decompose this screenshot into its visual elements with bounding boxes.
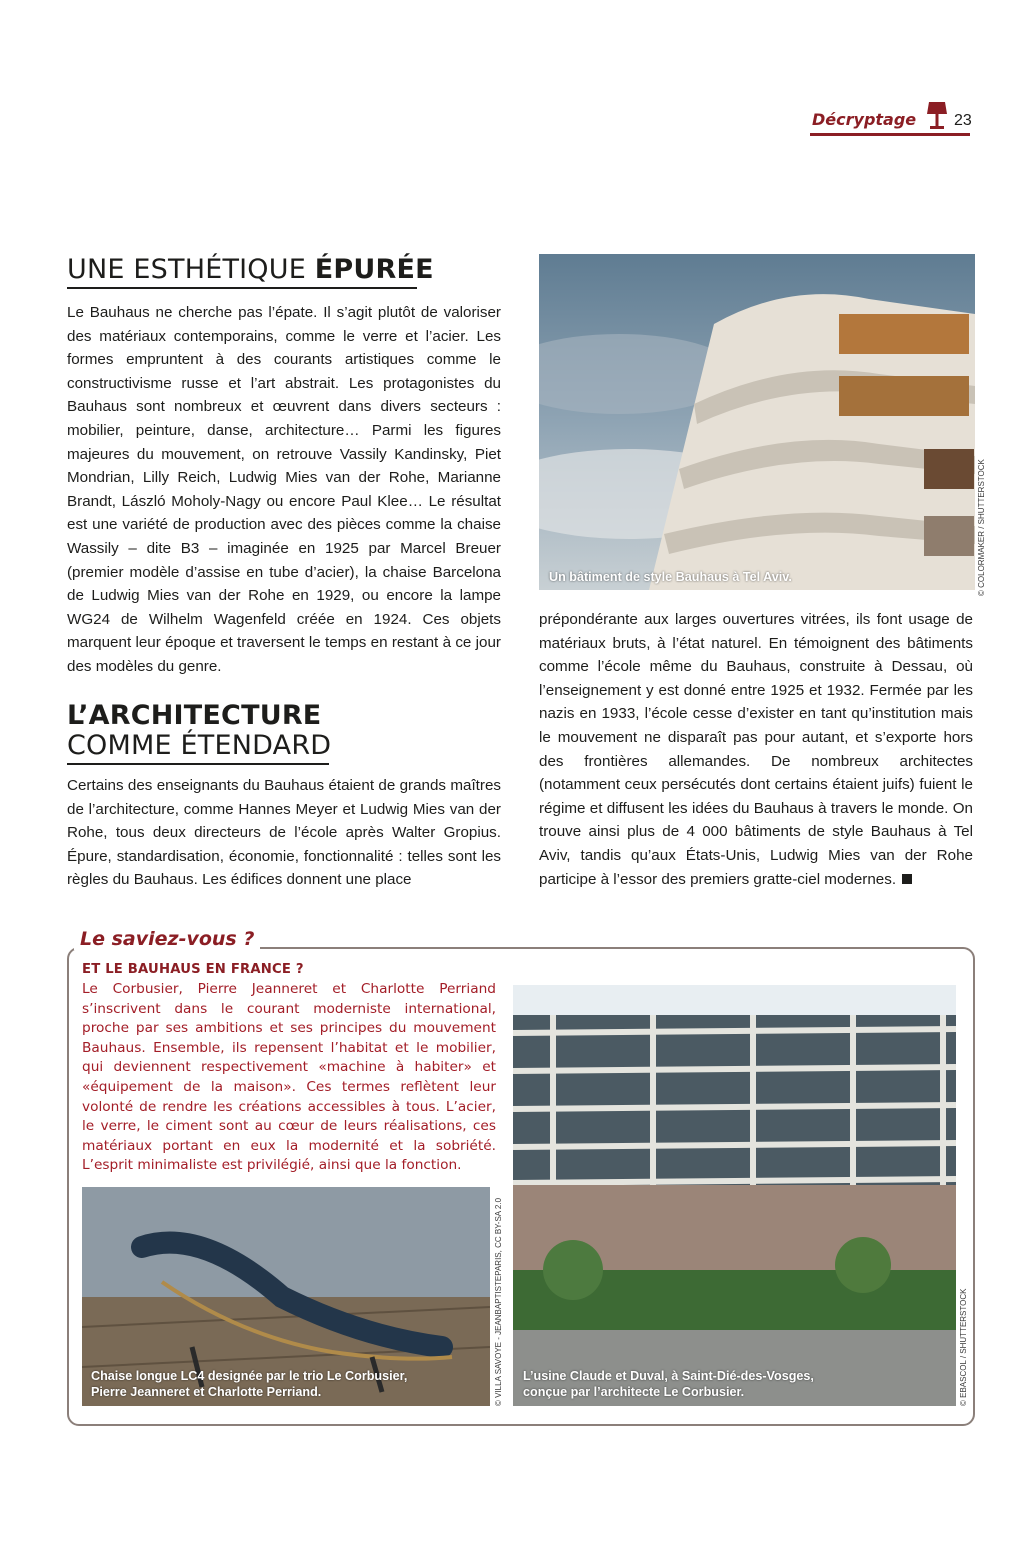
caption-line-1: Chaise longue LC4 designée par le trio Le Corbusier,: [91, 1369, 408, 1383]
end-mark: [902, 874, 912, 884]
title-underline: [67, 763, 329, 765]
section1-paragraph: Le Bauhaus ne cherche pas l’épate. Il s’agit plutôt de valoriser des matériaux contemporains, comme le verre et l’acier. Les formes empruntent à des courants artistiques comme le constructivisme russe et l’art abstrait. Les protagonistes du Bauhaus sont nombreux et œuvrent dans divers secteurs : mobilier, peinture, danse, architecture… Parmi les figures majeures du mouvement, on retrouve Vassily Kandinsky, Piet Mondrian, Lilly Reich, Ludwig Mies van der Rohe, Marianne Brandt, László Moholy-Nagy ou encore Paul Klee… Le résultat est une variété de production avec des pièces comme la chaise Wassily – dite B3 – imaginée en 1925 par Marcel Breuer (premier modèle d’assise en tube d’acier), la chaise Barcelona de Ludwig Mies van der Rohe en 1929, ou encore la lampe WG24 de Wilhelm Wagenfeld créée en 1924. Ces objets marquent leur époque et traversent le temps en restant à ce jour des modèles du genre.: [67, 304, 501, 675]
factory-illustration: [513, 985, 956, 1406]
building-illustration: [539, 254, 975, 590]
photo-caption: [91, 1368, 407, 1400]
title-bold: ÉPURÉE: [314, 254, 434, 285]
box-heading: ET LE BAUHAUS EN FRANCE ?: [82, 962, 304, 977]
box-title: Le saviez-vous ?: [74, 928, 260, 950]
photo-caption: Un bâtiment de style Bauhaus à Tel Aviv.: [549, 570, 792, 584]
photo-credit: © VILLA SAVOYE - JEANBAPTISTEPARIS, CC BY-SA 2.0: [494, 1197, 503, 1406]
paragraph-text: prépondérante aux larges ouvertures vitrées, ils font usage de matériaux bruts, à l’état naturel. En témoignent des bâtiments comme l’école même du Bauhaus, construite à Dessau, où l’enseignement y est donné entre 1925 et 1932. Fermée par les nazis en 1933, l’école cesse d’exister en tant qu’institution mais le mouvement ne disparaît pas pour autant, et s’exporte hors des frontières allemandes. De nombreux architectes (notamment ceux persécutés dont certains étaient juifs) fuient le régime et diffusent les idées du Bauhaus à travers le monde. On trouve ainsi plus de 4 000 bâtiments de style Bauhaus à Tel Aviv, tandis qu’aux États-Unis, Ludwig Mies van der Rohe participe à l’essor des premiers gratte-ciel modernes.: [539, 611, 973, 888]
photo-tel-aviv-building: [539, 254, 975, 590]
caption-line-1: L’usine Claude et Duval, à Saint-Dié-des-Vosges,: [523, 1369, 814, 1383]
caption-line-2: conçue par l’architecte Le Corbusier.: [523, 1385, 745, 1399]
box-text: Le Corbusier, Pierre Jeanneret et Charlotte Perriand s’inscrivent dans le courant moderniste international, proche par ses ambitions et ses principes du mouvement Bauhaus. Ensemble, ils repensent l’habitat et le mobilier, qui deviennent respectivement «machine à habiter» et «équipement de la maison». Ces termes reflètent leur volonté de rendre les créations accessibles à tous. L’acier, le verre, le ciment sont au cœur de leurs réalisations, ces matériaux portant en eux la modernité et la sobriété. L’esprit minimaliste est privilégié, ainsi que la fonction.: [82, 981, 496, 1174]
title-underline: [67, 287, 417, 289]
lamp-icon: [925, 100, 949, 130]
header-rule: [810, 133, 970, 136]
photo-credit: © COLORMAKER / SHUTTERSTOCK: [977, 459, 986, 596]
page-number: 23: [954, 112, 972, 129]
section-title-esthetique: [67, 254, 434, 285]
photo-lc4-chaise-longue: [82, 1187, 490, 1406]
caption-line-2: Pierre Jeanneret et Charlotte Perriand.: [91, 1385, 322, 1399]
section2-paragraph-right: [539, 608, 973, 891]
section-label: Décryptage: [812, 110, 917, 129]
section-subtitle-etendard: COMME ÉTENDARD: [67, 730, 332, 761]
section-title-architecture: L’ARCHITECTURE: [67, 700, 322, 731]
photo-usine-claude-duval: [513, 985, 956, 1406]
title-light: UNE ESTHÉTIQUE: [67, 254, 315, 285]
photo-credit: © EBASCOL / SHUTTERSTOCK: [959, 1288, 968, 1406]
photo-caption: [523, 1368, 814, 1400]
section2-paragraph-left: Certains des enseignants du Bauhaus étaient de grands maîtres de l’architecture, comme Hannes Meyer et Ludwig Mies van der Rohe, tous deux directeurs de l’école après Walter Gropius. Épure, standardisation, économie, fonctionnalité : telles sont les règles du Bauhaus. Les édifices donnent une place: [67, 777, 501, 889]
